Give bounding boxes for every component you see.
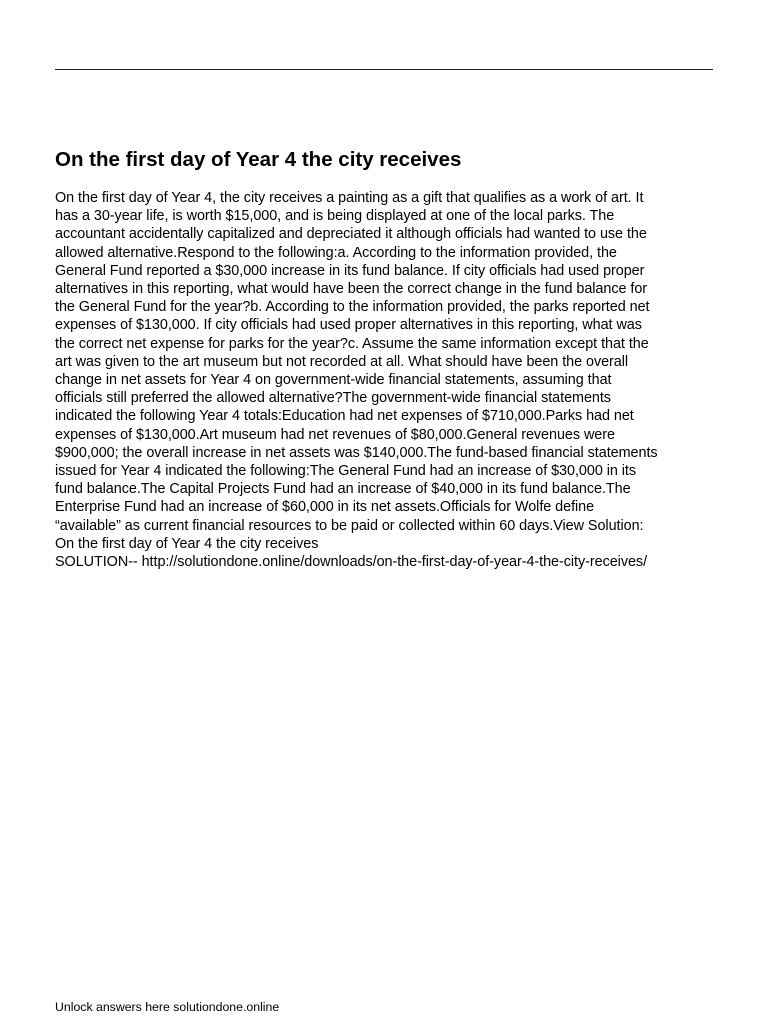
body-line: On the first day of Year 4, the city receives a painting as a gift that qualifies as a work of art. It (55, 190, 644, 206)
body-line: expenses of $130,000. If city officials had used proper alternatives in this reporting, what was (55, 317, 642, 334)
solution-link[interactable]: SOLUTION-- http://solutiondone.online/downloads/on-the-first-day-of-year-4-the-city-receives/ (55, 554, 648, 571)
document-title: On the first day of Year 4 the city receives (55, 148, 462, 171)
body-line: $900,000; the overall increase in net assets was $140,000.The fund-based financial statements (55, 444, 658, 461)
body-line: art was given to the art museum but not recorded at all. What should have been the overall (55, 353, 629, 370)
body-line: fund balance.The Capital Projects Fund had an increase of $40,000 in its fund balance.The (55, 481, 631, 498)
body-line: expenses of $130,000.Art museum had net revenues of $80,000.General revenues were (55, 426, 615, 443)
body-line: change in net assets for Year 4 on government-wide financial statements, assuming that (55, 372, 612, 389)
body-line: has a 30-year life, is worth $15,000, and is being displayed at one of the local parks. The (55, 208, 615, 225)
body-line: officials still preferred the allowed alternative?The government-wide financial statements (55, 390, 611, 407)
body-line: General Fund reported a $30,000 increase in its fund balance. If city officials had used proper (55, 262, 645, 279)
body-line: alternatives in this reporting, what would have been the correct change in the fund balance for (55, 281, 648, 298)
document-body (55, 189, 715, 571)
body-line: the General Fund for the year?b. According to the information provided, the parks reported net (55, 299, 650, 316)
body-line: the correct net expense for parks for the year?c. Assume the same information except that the (55, 335, 649, 352)
body-line: allowed alternative.Respond to the following:a. According to the information provided, the (55, 244, 617, 261)
footer-text: Unlock answers here solutiondone.online (55, 1000, 280, 1014)
body-line: Enterprise Fund had an increase of $60,000 in its net assets.Officials for Wolfe define (55, 499, 595, 516)
body-line: accountant accidentally capitalized and depreciated it although officials had wanted to use the (55, 226, 647, 243)
body-line: “available” as current financial resources to be paid or collected within 60 days.View Solution: (55, 517, 644, 534)
body-line: issued for Year 4 indicated the following:The General Fund had an increase of $30,000 in its (55, 463, 637, 480)
body-line: On the first day of Year 4 the city receives (55, 535, 319, 552)
body-line: indicated the following Year 4 totals:Education had net expenses of $710,000.Parks had net (55, 408, 634, 425)
top-divider (55, 69, 713, 70)
